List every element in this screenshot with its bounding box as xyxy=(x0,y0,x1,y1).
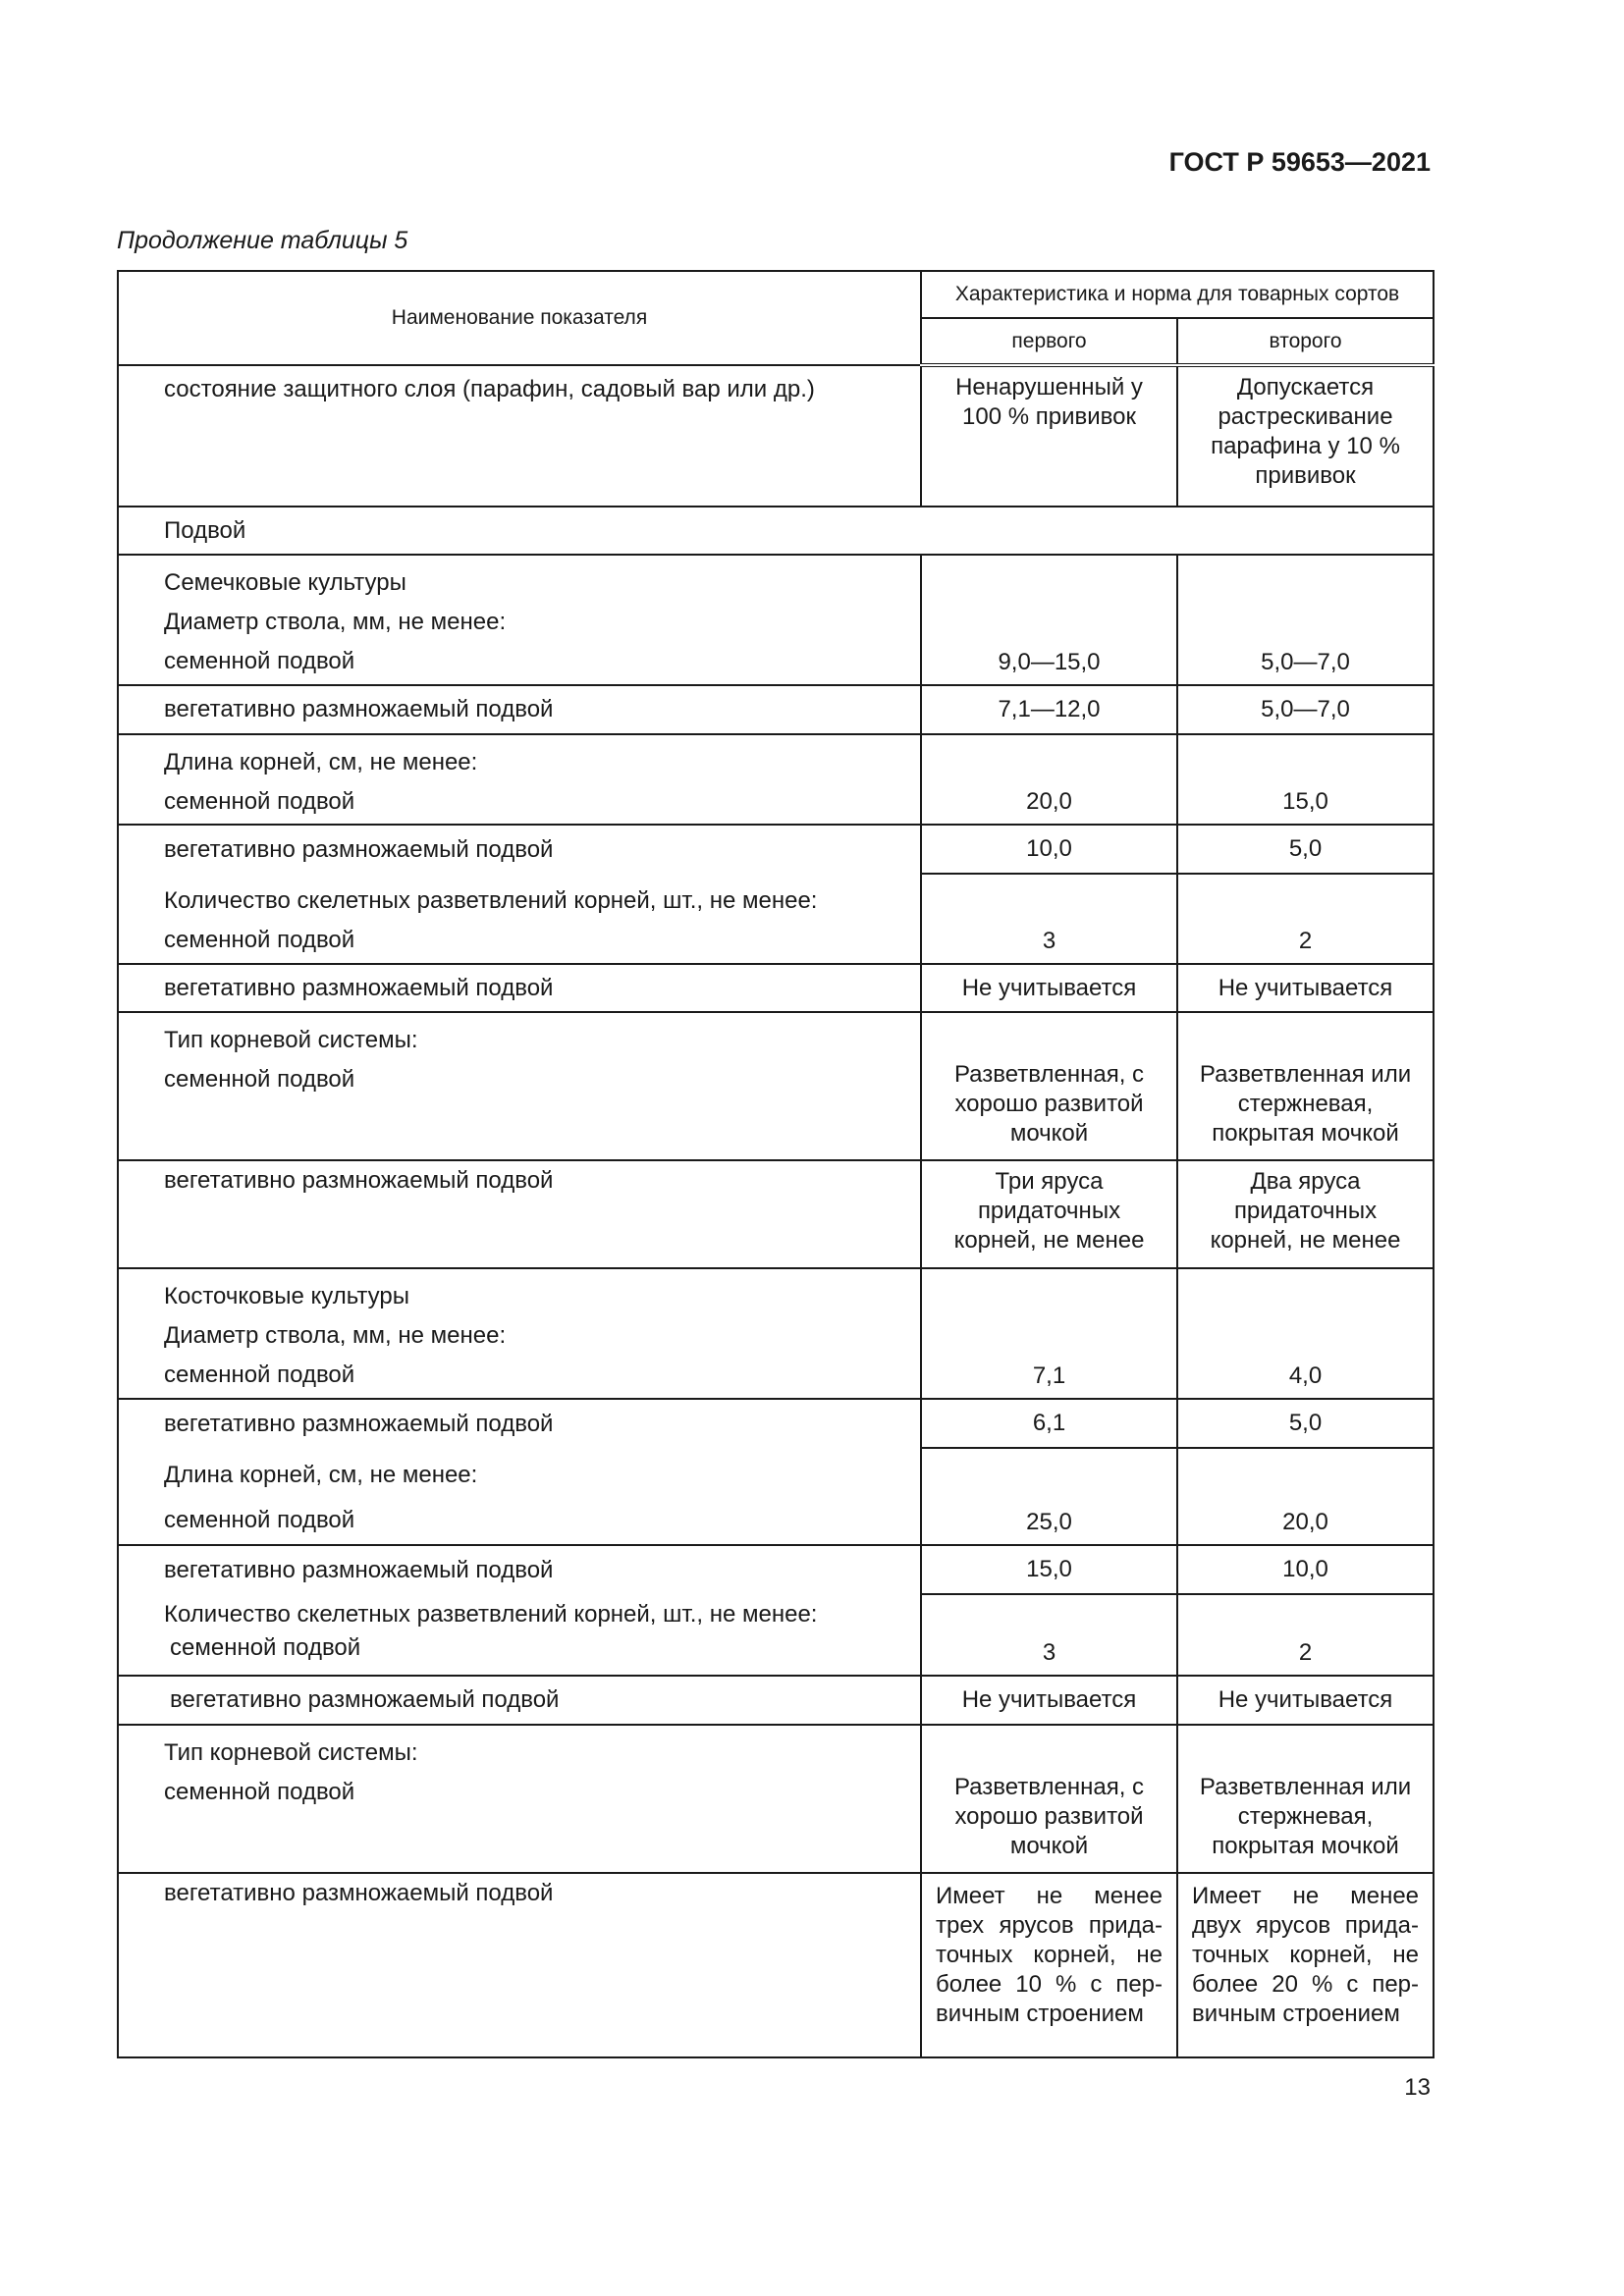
indicator-heading: Длина корней, см, не менее: xyxy=(164,1462,478,1488)
value-second: 20,0 xyxy=(1177,1448,1434,1545)
table-row xyxy=(118,734,1434,825)
indicator-cell xyxy=(118,555,921,685)
value-first: Не учитывается xyxy=(921,964,1177,1012)
value-first: 7,1—12,0 xyxy=(921,685,1177,734)
indicator-label: вегетативно размножаемый подвой xyxy=(118,1676,921,1725)
value-second: Не учитывается xyxy=(1177,964,1434,1012)
indicator-heading: Тип корневой системы: xyxy=(164,1027,418,1053)
table-row xyxy=(118,1676,1434,1725)
table-row xyxy=(118,1725,1434,1873)
indicator-label: семенной подвой xyxy=(164,1507,355,1533)
value-second: 5,0 xyxy=(1177,825,1434,874)
table-row xyxy=(118,1012,1434,1160)
value-second: Не учитывается xyxy=(1177,1676,1434,1725)
indicator-cell xyxy=(118,1268,921,1399)
subsection-title: Косточковые культуры xyxy=(164,1283,409,1309)
table-caption: Продолжение таблицы 5 xyxy=(117,227,408,254)
value-first: 20,0 xyxy=(921,734,1177,825)
value-first: Не учитывается xyxy=(921,1676,1177,1725)
table-row xyxy=(118,1873,1434,2057)
section-title: Подвой xyxy=(118,507,1434,555)
value-first: Разветвленная, с хорошо развитой мочкой xyxy=(921,1012,1177,1160)
indicator-label: вегетативно размножаемый подвой xyxy=(118,825,921,874)
indicator-heading: Тип корневой системы: xyxy=(164,1739,418,1766)
value-second: Допускается растрескивание парафина у 10 % прививок xyxy=(1177,365,1434,507)
indicator-heading: Диаметр ствола, мм, не менее: xyxy=(164,609,507,635)
indicator-cell xyxy=(118,1725,921,1873)
indicator-cell xyxy=(118,734,921,825)
standards-table xyxy=(117,270,1435,2058)
indicator-label: семенной подвой xyxy=(164,1362,355,1388)
page-number: 13 xyxy=(1404,2074,1431,2101)
table-row xyxy=(118,365,1434,507)
indicator-cell: состояние защитного слоя (парафин, садовый вар или др.) xyxy=(118,365,921,507)
table-row xyxy=(118,1268,1434,1399)
indicator-cell xyxy=(118,1448,921,1545)
value-first: 7,1 xyxy=(921,1268,1177,1399)
table-row xyxy=(118,507,1434,555)
value-second: 5,0—7,0 xyxy=(1177,555,1434,685)
table-row xyxy=(118,1399,1434,1448)
header-indicator-name: Наименование показателя xyxy=(118,271,921,365)
value-first: 3 xyxy=(921,1594,1177,1676)
indicator-label: вегетативно размножаемый подвой xyxy=(118,1160,921,1268)
value-second: Два яруса придаточных корней, не менее xyxy=(1177,1160,1434,1268)
indicator-label: вегетативно размножаемый подвой xyxy=(118,685,921,734)
value-first: Ненарушенный у 100 % прививок xyxy=(921,365,1177,507)
indicator-heading: Длина корней, см, не менее: xyxy=(164,749,478,775)
value-first: Три яруса придаточных корней, не менее xyxy=(921,1160,1177,1268)
value-second: 2 xyxy=(1177,874,1434,964)
indicator-label: семенной подвой xyxy=(170,1634,361,1661)
indicator-cell xyxy=(118,1594,921,1676)
value-first: 9,0—15,0 xyxy=(921,555,1177,685)
table-row xyxy=(118,825,1434,874)
indicator-heading: Количество скелетных разветвлений корней, шт., не менее: xyxy=(164,1601,818,1628)
indicator-label: вегетативно размножаемый подвой xyxy=(118,1545,921,1594)
indicator-label: семенной подвой xyxy=(164,1066,355,1093)
value-first: 6,1 xyxy=(921,1399,1177,1448)
value-first: Разветвленная, с хорошо развитой мочкой xyxy=(921,1725,1177,1873)
value-second: 15,0 xyxy=(1177,734,1434,825)
table-row xyxy=(118,874,1434,964)
indicator-label: вегетативно размножаемый подвой xyxy=(118,964,921,1012)
indicator-label: вегетативно размножаемый подвой xyxy=(118,1399,921,1448)
value-second: 10,0 xyxy=(1177,1545,1434,1594)
indicator-label: семенной подвой xyxy=(164,927,355,953)
value-first: Имеет не менее трех ярусов прида-точных корней, не более 10 % с пер-вичным строением xyxy=(921,1873,1177,2057)
value-first: 10,0 xyxy=(921,825,1177,874)
value-second: 5,0 xyxy=(1177,1399,1434,1448)
subsection-title: Семечковые культуры xyxy=(164,569,406,596)
value-first: 3 xyxy=(921,874,1177,964)
indicator-cell xyxy=(118,874,921,964)
value-second: 4,0 xyxy=(1177,1268,1434,1399)
value-second: 5,0—7,0 xyxy=(1177,685,1434,734)
value-second: Имеет не менее двух ярусов прида-точных корней, не более 20 % с пер-вичным строением xyxy=(1177,1873,1434,2057)
header-grade-second: второго xyxy=(1177,318,1434,365)
value-second: Разветвленная или стержневая, покрытая мочкой xyxy=(1177,1012,1434,1160)
table-row xyxy=(118,1448,1434,1545)
indicator-label: семенной подвой xyxy=(164,788,355,815)
document-code: ГОСТ Р 59653—2021 xyxy=(1168,147,1431,177)
value-second: Разветвленная или стержневая, покрытая мочкой xyxy=(1177,1725,1434,1873)
value-first: 15,0 xyxy=(921,1545,1177,1594)
indicator-label: семенной подвой xyxy=(164,1779,355,1805)
table-row xyxy=(118,1545,1434,1594)
indicator-heading: Количество скелетных разветвлений корней, шт., не менее: xyxy=(164,887,818,914)
indicator-heading: Диаметр ствола, мм, не менее: xyxy=(164,1322,507,1349)
table-row xyxy=(118,964,1434,1012)
indicator-cell xyxy=(118,1012,921,1160)
table-row xyxy=(118,1160,1434,1268)
header-grade-first: первого xyxy=(921,318,1177,365)
table-row xyxy=(118,685,1434,734)
value-second: 2 xyxy=(1177,1594,1434,1676)
indicator-label: семенной подвой xyxy=(164,648,355,674)
table-row xyxy=(118,1594,1434,1676)
value-first: 25,0 xyxy=(921,1448,1177,1545)
table-row xyxy=(118,555,1434,685)
indicator-label: вегетативно размножаемый подвой xyxy=(118,1873,921,2057)
header-characteristic-group: Характеристика и норма для товарных сортов xyxy=(921,271,1434,318)
